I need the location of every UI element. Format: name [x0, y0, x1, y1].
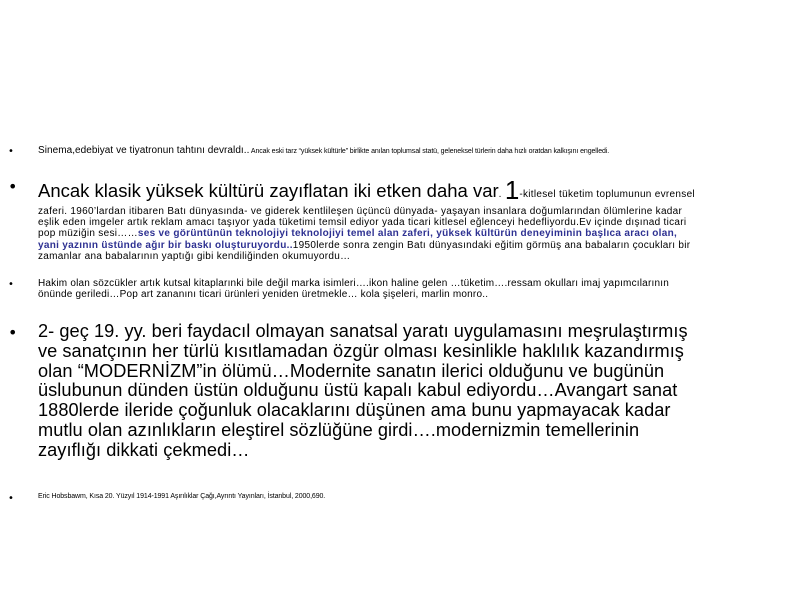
citation-text: Eric Hobsbawm, Kısa 20. Yüzyıl 1914-1991 Aşırılıklar Çağı,Ayrıntı Yayınları, İstanbul, 2000,690. [38, 493, 326, 500]
bullet-item-2 [8, 175, 698, 263]
bullet-2-lead-dot: . [498, 189, 502, 200]
bullet-2-text-b: 1950lerde sonra zengin Batı dünyasındaki eğitim görmüş ana babaların çocukları bir zamanlar ana babalarının yaptığı gibi kendiliğinden okumuyordu… [38, 239, 691, 263]
bullet-4-text: 2- geç 19. yy. beri faydacıl olmayan sanatsal yaratı uygulamasını meşrulaştırmış ve sanatçının her türlü kısıtlamadan özgür olması kesinlikle haklılık kazandırmış olan “MODERNİZM”in ölümü…Modernite sanatın ilerici olduğunu ve bugünün üslubunun dünden üstün olduğunu üstü kapalı kabul ediyordu…Avangart sanat 1880lerde ileride çoğunluk olacaklarını düşünen ama bunu yapmayacak kadar mutlu olan azınlıkların eleştirel sözlüğüne girdi….modernizmin temellerinin zayıflığı dikkati çekmedi… [38, 321, 688, 460]
bullet-2-lead-text: Ancak klasik yüksek kültürü zayıflatan iki etken daha var [38, 180, 499, 201]
bullet-1-small-text: Ancak eski tarz “yüksek kültürle” birlikte anılan toplumsal statü, geleneksel türlerin daha hızlı oratdan kalkışını engelledi. [249, 148, 610, 155]
bullet-dot-icon: • [8, 493, 14, 504]
bullet-item-4 [8, 321, 698, 460]
bullet-item-5 [8, 493, 698, 504]
bullet-2-highlight-text: ses ve görüntünün teknolojiyi teknolojiyi temel alan zaferi, yüksek kültürün deneyiminin başlıca aracı olan, yani yazının üstünde ağır bir baskı oluşturuyordu.. [38, 228, 678, 251]
bullet-2-text-a: -kitlesel tüketim toplumunun evrensel zaferi. 1960’lardan itibaren Batı dünyasında- ve giderek kentlileşen üçüncü dünyada- yaşayan insanlara doğumlarından ölümlerine kadar eşlik eden imgeler artık reklam amacı taşıyor yada tüketimi temsil ediyor yada ticari kitlesel eğlenceyi hedefliyordu.Ev içinde dışınad ticari pop müziğin sesi…… [38, 189, 695, 240]
bullet-item-3 [8, 278, 698, 301]
bullet-dot-icon: • [8, 279, 15, 290]
bullet-3-text: Hakim olan sözcükler artık kutsal kitaplarınki bile değil marka isimleri….ikon haline gelen …tüketim….ressam okulları imaj yapımcılarının önünde geriledi…Pop art zananını ticari ürünleri yeniden üretmekle… kola şişeleri, marlin monro.. [38, 278, 669, 301]
bullet-2-lead-number: 1 [504, 175, 520, 205]
bullet-dot-icon: • [8, 177, 18, 196]
bullet-item-1 [8, 145, 698, 157]
bullet-dot-icon: • [8, 146, 14, 157]
bullet-1-main-text: Sinema,edebiyat ve tiyatronun tahtını devraldı.. [38, 145, 250, 156]
bullet-dot-icon: • [8, 323, 18, 342]
